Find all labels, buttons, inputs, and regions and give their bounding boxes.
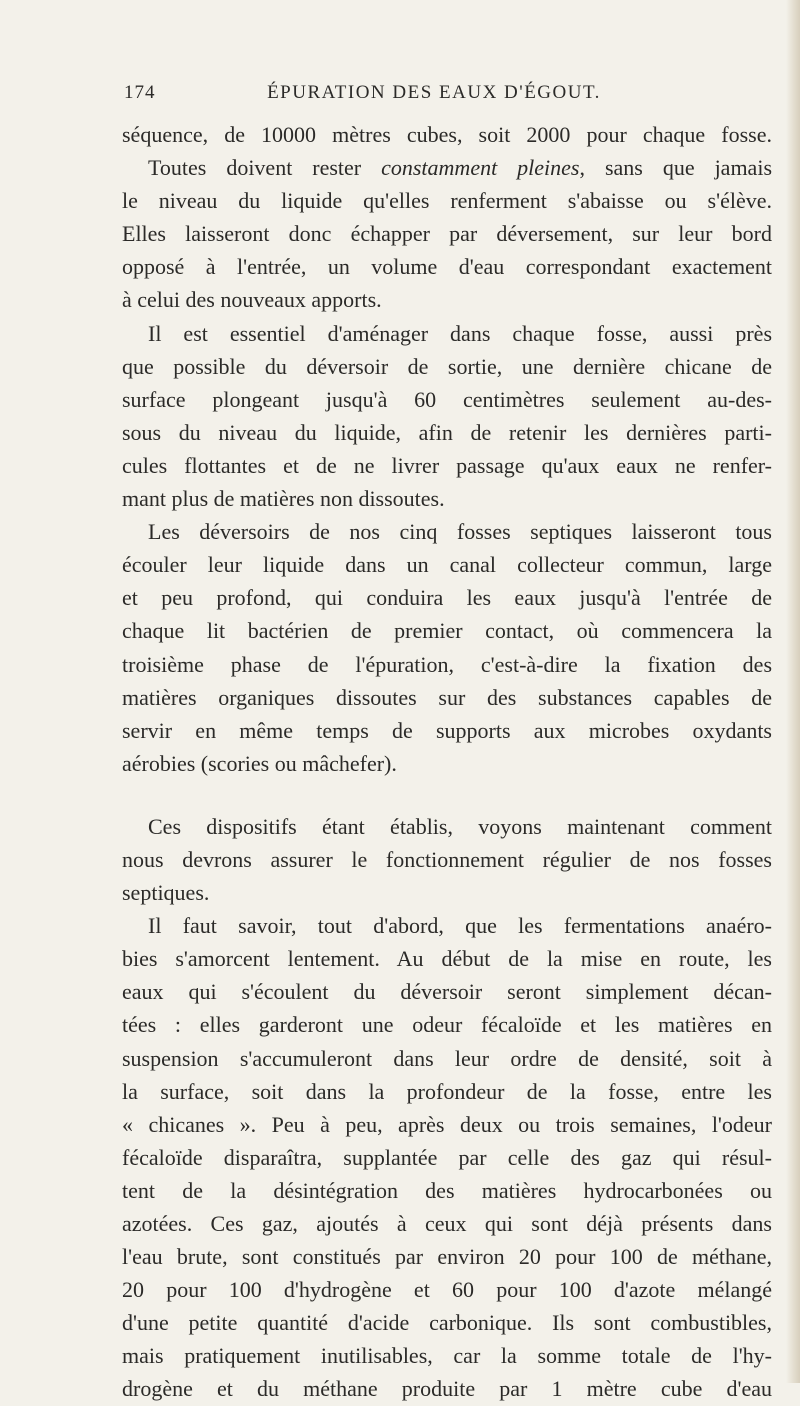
text-line (122, 151, 772, 184)
text-line: matières organiques dissoutes sur des substances capables de (122, 684, 772, 710)
text-line: bies s'amorcent lentement. Au début de la mise en route, les (122, 946, 772, 972)
text-line: tent de la désintégration des matières hydrocarbonées ou (122, 1177, 772, 1203)
text-line: nous devrons assurer le fonctionnement régulier de nos fosses (122, 846, 772, 872)
text-line: Il faut savoir, tout d'abord, que les fermentations anaéro- (148, 913, 772, 939)
text-line: suspension s'accumuleront dans leur ordre de densité, soit à (122, 1045, 772, 1071)
text-run: , sans que jamais (579, 155, 772, 181)
text-line: Ces dispositifs étant établis, voyons maintenant comment (148, 813, 772, 839)
text-line: séquence, de 10000 mètres cubes, soit 2000 pour chaque fosse. (122, 122, 772, 147)
text-line: d'une petite quantité d'acide carbonique. Ils sont combustibles, (122, 1310, 772, 1336)
text-line: et peu profond, qui conduira les eaux jusqu'à l'entrée de (122, 585, 772, 611)
paragraph (122, 118, 772, 317)
running-title: ÉPURATION DES EAUX D'ÉGOUT. (267, 82, 601, 103)
paragraph (122, 909, 772, 1405)
page-header (124, 82, 744, 112)
text-line: fécaloïde disparaîtra, supplantée par celle des gaz qui résul- (122, 1144, 772, 1170)
text-line: aérobies (scories ou mâchefer). (122, 750, 397, 776)
text-line: Elles laisseront donc échapper par déversement, sur leur bord (122, 221, 772, 247)
text-line: mais pratiquement inutilisables, car la somme totale de l'hy- (122, 1343, 772, 1369)
body-text (122, 118, 772, 1406)
text-line: tées : elles garderont une odeur fécaloïde et les matières en (122, 1012, 772, 1038)
paragraph-gap (122, 780, 772, 810)
text-line: sous du niveau du liquide, afin de retenir les dernières parti- (122, 419, 772, 445)
text-line: l'eau brute, sont constitués par environ 20 pour 100 de méthane, (122, 1244, 772, 1270)
text-line: cules flottantes et de ne livrer passage qu'aux eaux ne renfer- (122, 452, 772, 478)
text-line: opposé à l'entrée, un volume d'eau correspondant exactement (122, 254, 772, 280)
text-line: servir en même temps de supports aux microbes oxydants (122, 717, 772, 743)
text-line: 20 pour 100 d'hydrogène et 60 pour 100 d'azote mélangé (122, 1277, 772, 1303)
text-line: le niveau du liquide qu'elles renferment s'abaisse ou s'élève. (122, 188, 772, 214)
paragraph (122, 515, 772, 780)
page-number: 174 (124, 82, 156, 103)
text-line: « chicanes ». Peu à peu, après deux ou trois semaines, l'odeur (122, 1111, 772, 1137)
text-line: mant plus de matières non dissoutes. (122, 486, 445, 512)
text-line: la surface, soit dans la profondeur de la fosse, entre les (122, 1078, 772, 1104)
text-line: troisième phase de l'épuration, c'est-à-dire la fixation des (122, 651, 772, 677)
paragraph (122, 317, 772, 516)
text-line: à celui des nouveaux apports. (122, 287, 382, 313)
text-line: Les déversoirs de nos cinq fosses septiques laisseront tous (148, 519, 772, 545)
text-line: Il est essentiel d'aménager dans chaque fosse, aussi près (148, 320, 772, 346)
text-line: drogène et du méthane produite par 1 mètre cube d'eau (122, 1376, 772, 1402)
text-line: azotées. Ces gaz, ajoutés à ceux qui sont déjà présents dans (122, 1211, 772, 1236)
page-edge (786, 0, 800, 1383)
text-line: septiques. (122, 880, 210, 906)
text-line: que possible du déversoir de sortie, une dernière chicane de (122, 353, 772, 379)
text-line: écouler leur liquide dans un canal collecteur commun, large (122, 552, 772, 578)
text-run: Toutes doivent rester (148, 155, 382, 181)
text-line: chaque lit bactérien de premier contact, où commencera la (122, 618, 772, 644)
paragraph (122, 810, 772, 909)
text-line: surface plongeant jusqu'à 60 centimètres seulement au-des- (122, 386, 772, 412)
text-line: eaux qui s'écoulent du déversoir seront simplement décan- (122, 979, 772, 1005)
emphasis-run: constamment pleines (381, 155, 580, 181)
